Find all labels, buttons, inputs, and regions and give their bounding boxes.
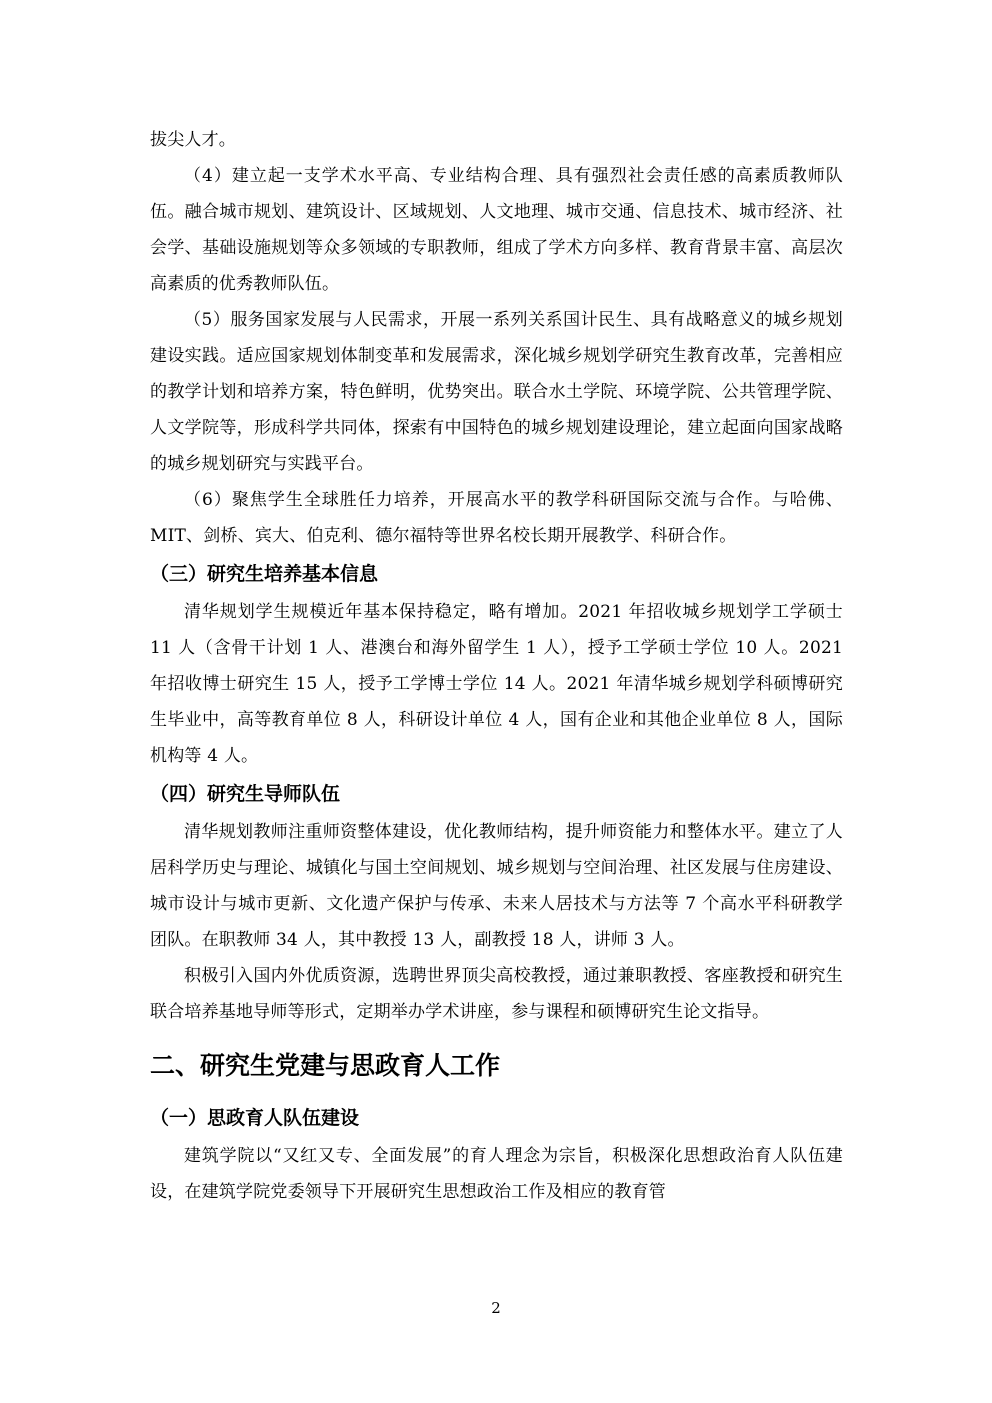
paragraph-section-4b: 积极引入国内外优质资源，选聘世界顶尖高校教授，通过兼职教授、客座教授和研究生联合培养基地导师等形式，定期举办学术讲座，参与课程和硕博研究生论文指导。 (150, 966, 843, 1022)
document-body (150, 122, 843, 1210)
subsection-heading-1: （一）思政育人队伍建设 (150, 1107, 360, 1129)
page-number: 2 (491, 1299, 501, 1317)
paragraph-section-3: 清华规划学生规模近年基本保持稳定，略有增加。2021 年招收城乡规划学工学硕士 11 人（含骨干计划 1 人、港澳台和海外留学生 1 人），授予工学硕士学位 10 人。2021 年招收博士研究生 15 人，授予工学博士学位 14 人。2021 年清华城乡规划学科硕博研究生毕业中，高等教育单位 8 人，科研设计单位 4 人，国有企业和其他企业单位 8 人，国际机构等 4 人。 (150, 602, 843, 766)
paragraph-item-4: （4）建立起一支学术水平高、专业结构合理、具有强烈社会责任感的高素质教师队伍。融合城市规划、建筑设计、区域规划、人文地理、城市交通、信息技术、城市经济、社会学、基础设施规划等众多领域的专职教师，组成了学术方向多样、教育背景丰富、高层次高素质的优秀教师队伍。 (150, 166, 843, 294)
section-heading-4: （四）研究生导师队伍 (150, 783, 341, 805)
paragraph-continuation: 拔尖人才。 (150, 130, 236, 150)
paragraph-part2-sub1: 建筑学院以“又红又专、全面发展”的育人理念为宗旨，积极深化思想政治育人队伍建设，在建筑学院党委领导下开展研究生思想政治工作及相应的教育管 (150, 1146, 843, 1202)
paragraph-item-5: （5）服务国家发展与人民需求，开展一系列关系国计民生、具有战略意义的城乡规划建设实践。适应国家规划体制变革和发展需求，深化城乡规划学研究生教育改革，完善相应的教学计划和培养方案，特色鲜明，优势突出。联合水土学院、环境学院、公共管理学院、人文学院等，形成科学共同体，探索有中国特色的城乡规划建设理论，建立起面向国家战略的城乡规划研究与实践平台。 (150, 310, 843, 474)
paragraph-section-4a: 清华规划教师注重师资整体建设，优化教师结构，提升师资能力和整体水平。建立了人居科学历史与理论、城镇化与国土空间规划、城乡规划与空间治理、社区发展与住房建设、城市设计与城市更新、文化遗产保护与传承、未来人居技术与方法等 7 个高水平科研教学团队。在职教师 34 人，其中教授 13 人，副教授 18 人，讲师 3 人。 (150, 822, 843, 950)
section-heading-3: （三）研究生培养基本信息 (150, 563, 379, 585)
chapter-heading-2: 二、研究生党建与思政育人工作 (150, 1051, 501, 1080)
paragraph-item-6: （6）聚焦学生全球胜任力培养，开展高水平的教学科研国际交流与合作。与哈佛、MIT、剑桥、宾大、伯克利、德尔福特等世界名校长期开展教学、科研合作。 (150, 490, 843, 546)
